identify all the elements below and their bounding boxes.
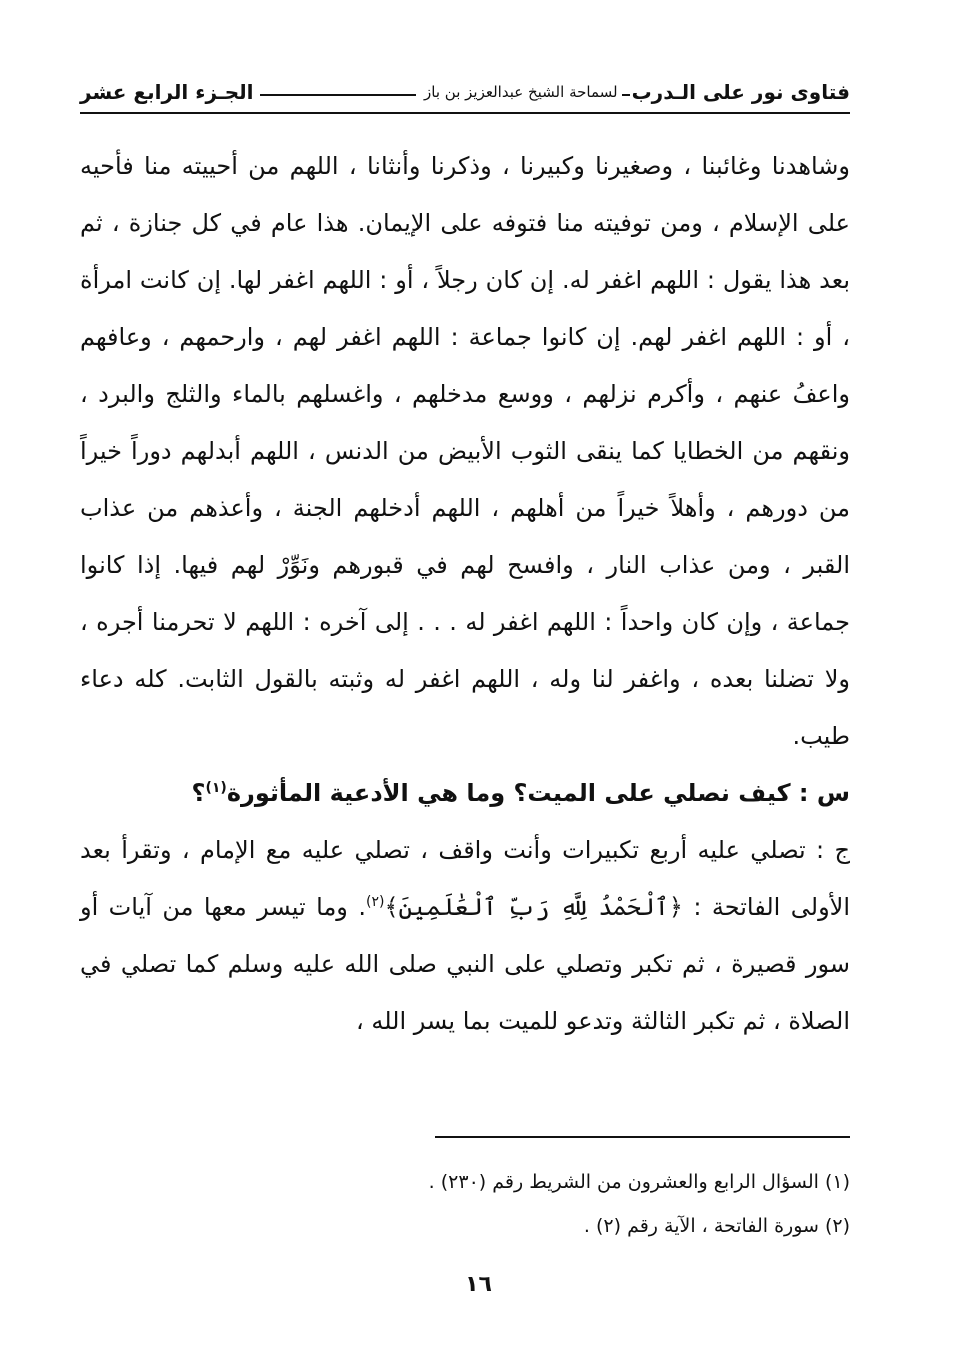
footnote-2: [210, 1204, 850, 1248]
footnote-number: (١): [824, 1171, 850, 1193]
footnote-1: [210, 1160, 850, 1204]
main-text: [80, 138, 850, 1050]
page-number: ١٦: [465, 1272, 492, 1297]
footnote-text: السؤال الرابع والعشرون من الشريط رقم (٢٣٠) .: [428, 1171, 819, 1193]
header-rule: [80, 112, 850, 114]
header-divider-line: [260, 94, 417, 96]
question-text: س : كيف نصلي على الميت؟ وما هي الأدعية المأثورة: [226, 779, 850, 807]
answer-text-start: ج : تصلي عليه أربع تكبيرات وأنت واقف ، تصلي عليه مع الإمام ، وتقرأ بعد الأولى الفاتحة :: [80, 836, 851, 921]
footnote-ref-2: (٢): [365, 894, 385, 910]
question-mark: ؟: [191, 779, 206, 807]
answer-paragraph: [80, 822, 850, 1050]
footnote-ref-1: (١): [205, 780, 227, 796]
paragraph: وشاهدنا وغائبنا ، وصغيرنا وكبيرنا ، وذكرنا وأنثانا ، اللهم من أحييته منا فأحيه على الإسلام ، ومن توفيته منا فتوفه على الإيمان. هذا عام في كل جنازة ، ثم بعد هذا يقول : اللهم اغفر له. إن كان رجلاً ، أو : اللهم اغفر لها. إن كانت امرأة ، أو : اللهم اغفر لهم. إن كانوا جماعة : اللهم اغفر لهم ، وارحمهم ، وعافهم واعفُ عنهم ، وأكرم نزلهم ، ووسع مدخلهم ، واغسلهم بالماء والثلج والبرد ، ونقهم من الخطايا كما ينقى الثوب الأبيض من الدنس ، اللهم أبدلهم دوراً خيراً من دورهم ، وأهلاً خيراً من أهلهم ، اللهم أدخلهم الجنة ، وأعذهم من عذاب القبر ، ومن عذاب النار ، وافسح لهم في قبورهم ونَوِّرْ لهم فيها. إذا كانوا جماعة ، وإن كان واحداً : اللهم اغفر له . . . إلى آخره : اللهم لا تحرمنا أجره ، ولا تضلنا بعده ، واغفر لنا وله ، اللهم اغفر له وثبته بالقول الثابت. كله دعاء طيب.: [80, 152, 850, 750]
running-header: [80, 78, 850, 106]
footnote-text: سورة الفاتحة ، الآية رقم (٢) .: [583, 1215, 819, 1237]
author-name: لسماحة الشيخ عبدالعزيز بن باز: [424, 83, 618, 101]
header-dash: [622, 94, 630, 96]
volume-label: الجـزء الرابع عشر: [80, 80, 254, 104]
footnote-separator: [435, 1136, 850, 1138]
question-paragraph: [80, 765, 850, 822]
answer-text-end: . وما تيسر معها من آيات أو سور قصيرة ، ثم تكبر وتصلي على النبي صلى الله عليه وسلم كما تصلي في الصلاة ، ثم تكبر الثالثة وتدعو للميت بما يسر الله ،: [80, 893, 850, 1035]
book-title: فتاوى نور على الـدرب: [631, 80, 850, 104]
footnotes: [210, 1160, 850, 1248]
quran-verse: ﴿ٱلْحَمْدُ لِلَّهِ رَبِّ ٱلْعَٰلَمِينَ﴾: [384, 893, 683, 921]
footnote-number: (٢): [824, 1215, 850, 1237]
